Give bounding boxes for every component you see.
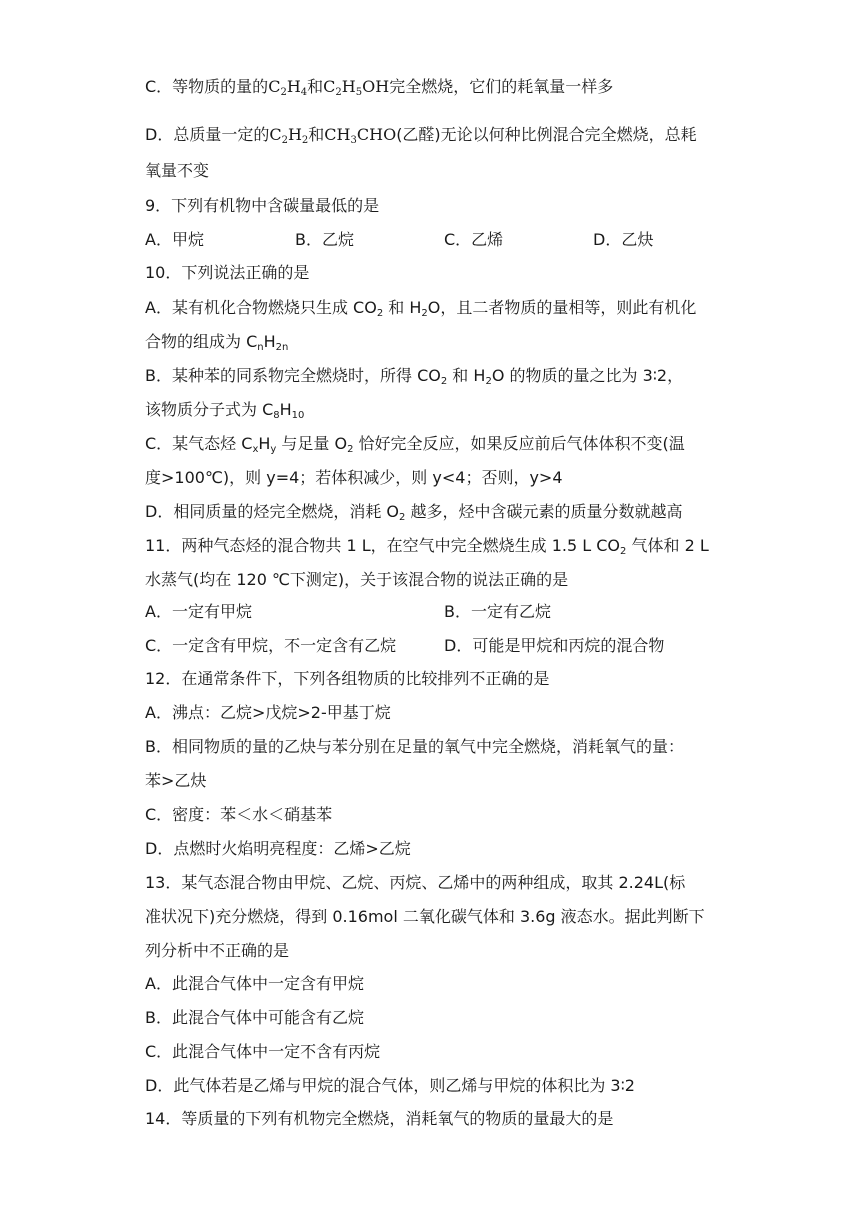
q13-stem-2: 准状况下)充分燃烧，得到 0.16mol 二氧化碳气体和 3.6g 液态水。据此判断下 [145, 907, 705, 926]
q12-option-a: A．沸点：乙烷>戊烷>2-甲基丁烷 [145, 703, 391, 722]
q10-option-a-cont: 合物的组成为 $C_nH_{2n}$ [145, 332, 289, 353]
q8-option-d: D．总质量一定的$C_2H_2$和$CH_3CHO$(乙醛)无论以何种比例混合完全燃烧，总耗 [145, 125, 697, 146]
q10-option-c: C．某气态烃 $C_xH_y$ 与足量 $O_2$ 恰好完全反应，如果反应前后气体体积不变(温 [145, 434, 685, 455]
q13-option-d: D．此气体若是乙烯与甲烷的混合气体，则乙烯与甲烷的体积比为 3∶2 [145, 1076, 635, 1095]
q9-option-b: B．乙烷 [295, 230, 354, 249]
q13-option-b: B．此混合气体中可能含有乙烷 [145, 1008, 364, 1027]
q10-option-c-cont: 度>100℃)，则 y=4；若体积减少，则 y<4；否则，y>4 [145, 468, 563, 487]
q13-option-a: A．此混合气体中一定含有甲烷 [145, 974, 364, 993]
q12-option-d: D．点燃时火焰明亮程度：乙烯>乙烷 [145, 839, 411, 858]
q11-option-d: D．可能是甲烷和丙烷的混合物 [444, 636, 665, 655]
q11-options-row-2 [145, 635, 745, 657]
q9-options [145, 229, 745, 251]
q10-option-b-cont: 该物质分子式为 $C_8H_{10}$ [145, 400, 305, 421]
q8-option-d-cont: 氧量不变 [145, 161, 210, 180]
q13-option-c: C．此混合气体中一定不含有丙烷 [145, 1042, 381, 1061]
q11-option-c: C．一定含有甲烷，不一定含有乙烷 [145, 636, 397, 655]
q11-options-row-1 [145, 601, 745, 623]
q8-option-c: C．等物质的量的$C_2H_4$和$C_2H_5OH$完全燃烧，它们的耗氧量一样多 [145, 77, 614, 98]
q13-stem-3: 列分析中不正确的是 [145, 941, 290, 960]
q14-stem: 14．等质量的下列有机物完全燃烧，消耗氧气的物质的量最大的是 [145, 1109, 614, 1128]
q12-option-b-cont: 苯>乙炔 [145, 771, 207, 790]
q9-stem: 9．下列有机物中含碳量最低的是 [145, 196, 380, 215]
q12-stem: 12．在通常条件下，下列各组物质的比较排列不正确的是 [145, 669, 550, 688]
q11-stem: 11．两种气态烃的混合物共 1 L，在空气中完全燃烧生成 1.5 L $CO_2$ 气体和 2 L [145, 536, 709, 557]
q11-option-a: A．一定有甲烷 [145, 602, 252, 621]
q10-stem: 10．下列说法正确的是 [145, 263, 310, 282]
q13-stem-1: 13．某气态混合物由甲烷、乙烷、丙烷、乙烯中的两种组成，取其 2.24L(标 [145, 873, 686, 892]
q12-option-c: C．密度：苯＜水＜硝基苯 [145, 805, 333, 824]
q12-option-b: B．相同物质的量的乙炔与苯分别在足量的氧气中完全燃烧，消耗氧气的量： [145, 737, 684, 756]
q11-option-b: B．一定有乙烷 [444, 602, 551, 621]
q9-option-d: D．乙炔 [593, 230, 654, 249]
q9-option-c: C．乙烯 [444, 230, 504, 249]
q10-option-a: A．某有机化合物燃烧只生成 $CO_2$ 和 $H_2O$，且二者物质的量相等，则此有机化 [145, 298, 697, 319]
q11-stem-cont: 水蒸气(均在 120 ℃下测定)，关于该混合物的说法正确的是 [145, 570, 569, 589]
q10-option-d: D．相同质量的烃完全燃烧，消耗 $O_2$ 越多，烃中含碳元素的质量分数就越高 [145, 502, 683, 523]
q9-option-a: A．甲烷 [145, 230, 204, 249]
q10-option-b: B．某种苯的同系物完全燃烧时，所得 $CO_2$ 和 $H_2O$ 的物质的量之比为 3∶2， [145, 366, 684, 387]
